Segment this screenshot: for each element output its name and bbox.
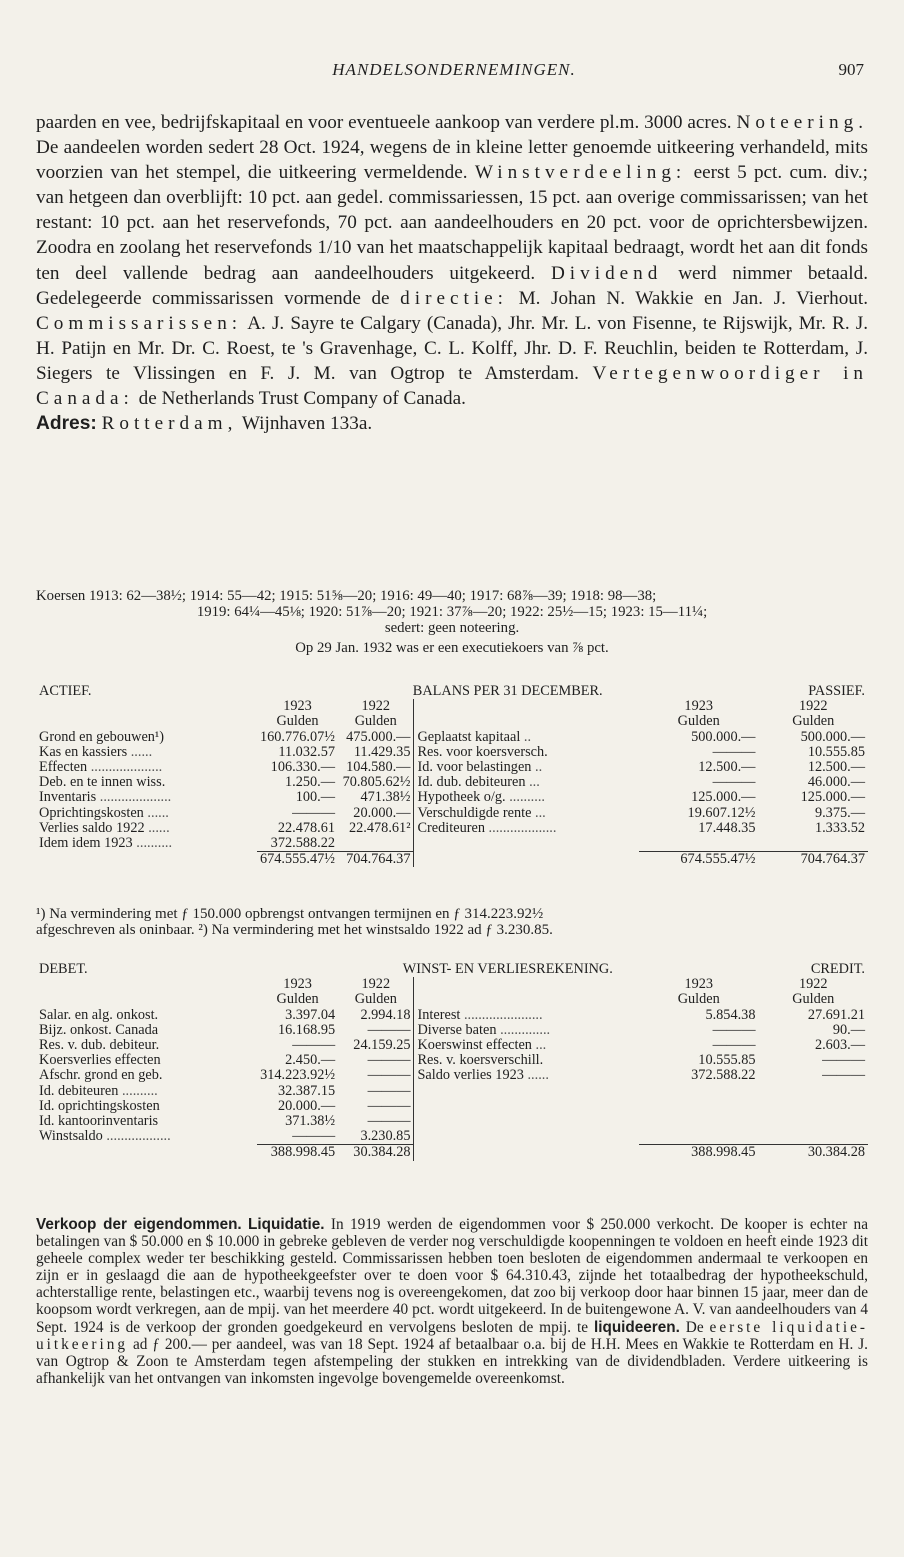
value-1923: [639, 1114, 758, 1129]
label-text: Geplaatst kapitaal: [417, 728, 521, 745]
row-label: [414, 775, 639, 790]
value-1923: 371.38½: [285, 1113, 336, 1130]
value-1922: 104.580.—: [346, 759, 411, 776]
label-text: Id. debiteuren: [39, 1082, 119, 1099]
label-text: Id. dub. debiteuren: [417, 774, 526, 791]
unit-header: Gulden: [276, 713, 319, 730]
unit-header: Gulden: [677, 991, 720, 1008]
year-header: 1922: [361, 976, 391, 993]
heading-dividend: Dividend: [550, 262, 663, 284]
executiekoers-note: Op 29 Jan. 1932 was er een executiekoers van ⅞ pct.: [295, 640, 609, 656]
table-row: [36, 1053, 868, 1068]
value-1922: 125.000.—: [800, 789, 865, 806]
value-1922: 475.000.—: [346, 728, 411, 745]
label-text: Res. v. dub. debiteur.: [39, 1037, 160, 1054]
row-label: [36, 1038, 257, 1053]
value-1922: 90.—: [832, 1021, 865, 1038]
label-text: Id. voor belastingen: [417, 759, 532, 776]
value-1922: 3.230.85: [360, 1128, 411, 1145]
unit-header: Gulden: [354, 713, 397, 730]
value-1922: 24.159.25: [353, 1037, 411, 1054]
value-1923: 3.397.04: [285, 1006, 336, 1023]
value-1923: 12.500.—: [698, 759, 756, 776]
label-text: Res. voor koersversch.: [417, 743, 548, 760]
total-value: 30.384.28: [338, 1145, 414, 1161]
leader-dots: ......................: [463, 1006, 543, 1023]
year-header: 1922: [361, 698, 391, 715]
row-label: [36, 806, 257, 821]
unit-header: Gulden: [792, 713, 835, 730]
koersen-line: 1919: 64¼—45⅛; 1920: 51⅞—20; 1921: 37⅞—20; 1922: 25½—15; 1923: 15—11¼;: [196, 604, 708, 620]
leader-dots: ....................: [90, 759, 163, 776]
table-row: [36, 806, 868, 821]
year-header: 1922: [798, 698, 828, 715]
value-1923: 1.250.—: [284, 774, 336, 791]
value-1923: 314.223.92½: [260, 1067, 336, 1084]
leader-dots: ......: [527, 1067, 549, 1084]
row-label: [414, 760, 639, 775]
row-label: [36, 1008, 257, 1023]
value-1922: [758, 1114, 868, 1129]
row-label: [414, 806, 639, 821]
row-label: [414, 1053, 639, 1068]
value-1922: ———: [367, 1021, 411, 1038]
row-label: [414, 745, 639, 760]
leader-dots: ..................: [106, 1128, 171, 1145]
value-1923: [639, 836, 759, 852]
year-header: 1923: [684, 976, 714, 993]
leader-dots: ......: [147, 804, 169, 821]
text: ad ƒ 200.— per aandeel, was van 18 Sept. 1924 af betaalbaar o.a. bij de H.H. Mees en Wakkie te Rotterdam en H. J. van Ogtrop & Zoon te Amsterdam tegen afstempeling der stukken en intrekking van de dividendbladen. Verdere uitkeering is afhankelijk van het ontvangen van inkomsten ingevolge bovengemelde overeenkomst.: [36, 1335, 868, 1387]
total-value: 674.555.47½: [639, 852, 759, 868]
table-row: [36, 1038, 868, 1053]
winst-title: WINST- EN VERLIESREKENING.: [402, 961, 613, 977]
value-1922: 11.429.35: [353, 743, 411, 760]
value-1922: 20.000.—: [353, 804, 411, 821]
value-1922: [758, 1129, 868, 1145]
value-1922: 27.691.21: [807, 1006, 865, 1023]
text: de Netherlands Trust Company of Canada.: [138, 388, 466, 410]
table-row: [36, 730, 868, 745]
label-text: Afschr. grond en geb.: [39, 1067, 163, 1084]
koersen-line: sedert: geen noteering.: [384, 620, 520, 636]
value-1923: 500.000.—: [691, 728, 756, 745]
year-header: 1923: [283, 976, 312, 993]
heading-noteering: Noteering.: [736, 112, 868, 133]
table-row: [36, 1084, 868, 1099]
row-label: [414, 1114, 639, 1129]
row-label: [36, 821, 257, 836]
value-1923: 372.588.22: [691, 1067, 756, 1084]
table-row: [36, 760, 868, 775]
page-header: [36, 60, 872, 86]
row-label: [36, 1099, 257, 1114]
value-1922: 46.000.—: [807, 774, 865, 791]
value-1923: 160.776.07½: [259, 728, 336, 745]
value-1922: ———: [367, 1067, 411, 1084]
value-1922: 2.603.—: [814, 1037, 865, 1054]
balans-footnotes: [36, 906, 868, 938]
table-row: [36, 1129, 868, 1145]
heading-directie: directie:: [400, 287, 509, 309]
label-text: Kas en kassiers: [39, 743, 128, 760]
heading-verkoop: Verkoop der eigendommen.: [36, 1216, 242, 1233]
value-1922: 10.555.85: [807, 743, 865, 760]
leader-dots: ..........: [136, 835, 173, 852]
leader-dots: ......: [130, 743, 153, 760]
table-row: [36, 790, 868, 805]
row-label: [414, 1068, 639, 1083]
label-text: Winstsaldo: [39, 1128, 103, 1145]
table-row: [36, 821, 868, 836]
address-city: Rotterdam,: [101, 413, 238, 435]
value-1922: 70.805.62½: [342, 774, 411, 791]
value-1923: 16.168.95: [277, 1021, 336, 1038]
total-value: 388.998.45: [257, 1145, 338, 1161]
leader-dots: ..............: [500, 1021, 551, 1038]
label-text: Interest: [417, 1006, 461, 1023]
row-label: [36, 1129, 257, 1145]
leader-dots: ......: [148, 819, 170, 836]
row-label: [414, 790, 639, 805]
value-1922: 2.994.18: [360, 1006, 411, 1023]
label-text: Inventaris: [39, 789, 97, 806]
table-row: [36, 1008, 868, 1023]
row-label: [36, 1114, 257, 1129]
unit-header: Gulden: [792, 991, 835, 1008]
value-1922: ———: [367, 1082, 411, 1099]
value-1923: 19.607.12½: [687, 804, 756, 821]
label-text: Hypotheek o/g.: [417, 789, 506, 806]
leader-dots: ..........: [509, 789, 545, 806]
row-label: [414, 1084, 639, 1099]
label-text: Effecten: [39, 759, 88, 776]
balans-title: BALANS PER 31 DECEMBER.: [412, 683, 603, 699]
value-1922: ———: [822, 1052, 865, 1069]
leader-dots: ...: [535, 804, 546, 821]
liquidatie-paragraph: [36, 1216, 868, 1387]
label-text: Verlies saldo 1922: [39, 819, 145, 836]
row-label: [36, 730, 257, 745]
value-1923: ———: [292, 1037, 336, 1054]
text: M. Johan N. Wakkie en Jan. J. Vierhout.: [518, 287, 869, 309]
value-1922: 500.000.—: [800, 728, 865, 745]
row-label: [36, 760, 257, 775]
leader-dots: ...................: [488, 819, 557, 836]
unit-header: Gulden: [354, 991, 397, 1008]
leader-dots: ..: [535, 759, 543, 776]
row-label: [414, 1038, 639, 1053]
leader-dots: ...: [529, 774, 540, 791]
text: eerst 5 pct. cum. div.; van hetgeen dan overblijft: 10 pct. aan gedel. commissariessen, 15 pct. aan overige commissarissen; van het restant: 10 pct. aan het reservefonds, 70 pct. aan aandeelhouders en 20 pct. voor de oprichtersbewijzen. Zoodra en zoolang het reservefonds 1/10 van het maatschappelijk kapitaal bedraagt, wordt het aan dit fonds ten deel vallende bedrag aan aandeelhouders uitgekeerd.: [36, 162, 868, 284]
label-text: Koersverlies effecten: [39, 1052, 161, 1069]
value-1922: [758, 1084, 868, 1099]
text: De: [685, 1318, 704, 1336]
year-header: 1922: [798, 976, 828, 993]
unit-header: Gulden: [276, 991, 319, 1008]
leader-dots: ..: [523, 728, 532, 745]
value-1923: ———: [712, 1021, 756, 1038]
table-row: [36, 836, 868, 852]
value-1923: ———: [292, 1128, 336, 1145]
row-label: [36, 1053, 257, 1068]
total-value: 388.998.45: [639, 1145, 758, 1161]
value-1923: [639, 1099, 758, 1114]
table-row: [36, 1099, 868, 1114]
total-value: 30.384.28: [758, 1145, 868, 1161]
row-label: [36, 775, 257, 790]
value-1922: [338, 836, 414, 852]
label-text: Bijz. onkost. Canada: [39, 1021, 159, 1038]
value-1922: ———: [367, 1097, 411, 1114]
value-1923: ———: [712, 774, 756, 791]
koersen-line: Koersen 1913: 62—38½; 1914: 55—42; 1915: 51⅝—20; 1916: 49—40; 1917: 68⅞—39; 1918: 98—38;: [36, 588, 657, 604]
value-1922: ———: [367, 1113, 411, 1130]
value-1922: 9.375.—: [814, 804, 865, 821]
value-1923: 11.032.57: [278, 743, 336, 760]
value-1923: 22.478.61: [277, 819, 336, 836]
row-label: [414, 836, 639, 852]
label-text: Saldo verlies 1923: [417, 1067, 524, 1084]
label-text: Oprichtingskosten: [39, 804, 144, 821]
actief-heading: ACTIEF.: [39, 683, 92, 699]
label-text: Verschuldigde rente: [417, 804, 532, 821]
total-value: 674.555.47½: [257, 852, 338, 868]
winst-verlies-table: [36, 962, 868, 1161]
label-text: Grond en gebouwen¹): [39, 728, 164, 745]
page-number: 907: [838, 60, 864, 79]
value-1922: 22.478.61²: [349, 819, 411, 836]
value-1923: ———: [712, 1037, 756, 1054]
value-1922: [758, 836, 868, 852]
address-street: Wijnhaven 133a.: [241, 413, 373, 435]
leader-dots: ...: [535, 1037, 547, 1054]
debet-heading: DEBET.: [39, 961, 88, 977]
value-1923: 125.000.—: [691, 789, 756, 806]
table-row: [36, 1114, 868, 1129]
text: werd nimmer betaald. Gedelegeerde commissarissen vormende de: [36, 262, 869, 309]
text: A. J. Sayre te Calgary (Canada), Jhr. Mr. L. von Fisenne, te Rijswijk, Mr. R. J. H. Patijn en Mr. Dr. C. Roest, te 's Gravenhage, C. L. Kolff, Jhr. D. F. Reuchlin, beiden te Rotterdam, J. Siegers te Vlissingen en F. J. M. van Ogtrop te Amsterdam.: [36, 312, 868, 384]
table-row: [36, 1068, 868, 1083]
row-label: [36, 1084, 257, 1099]
value-1922: 12.500.—: [807, 759, 865, 776]
heading-winstverdeeling: Winstverdeeling:: [474, 162, 687, 184]
heading-eerste-uitkeering: eerste liquidatie-uitkeering: [36, 1318, 869, 1353]
label-text: Crediteuren: [417, 819, 485, 836]
leader-dots: ..........: [121, 1082, 158, 1099]
row-label: [414, 1008, 639, 1023]
row-label: [36, 836, 257, 852]
value-1923: ———: [712, 743, 756, 760]
value-1923: [639, 1084, 758, 1099]
label-text: Salar. en alg. onkost.: [39, 1006, 159, 1023]
value-1922: ———: [367, 1052, 411, 1069]
value-1923: 5.854.38: [705, 1006, 756, 1023]
row-label: [36, 1068, 257, 1083]
table-row: [36, 745, 868, 760]
row-label: [414, 1023, 639, 1038]
value-1923: 372.588.22: [270, 835, 336, 852]
year-header: 1923: [283, 698, 312, 715]
passief-heading: PASSIEF.: [808, 683, 865, 699]
text: In 1919 werden de eigendommen voor $ 250.000 verkocht. De kooper is echter na betalingen van $ 50.000 en $ 10.000 in gebreke gebleven de verder nog verschuldigde koopenningen te voldoen en heeft einde 1923 dit geheele complex weder ter beschikking gesteld. Commissarissen hebben toen besloten de eigendommen andermaal te verkoopen en zijn er in geslaagd die aan de hypotheekgeefster over te doen voor $ 64.310.43, zijnde het totaalbedrag der hypotheekschuld, achterstallige rente, belastingen etc., waarbij tevens nog is overeengekomen, dat zoo bij verkoop door haar binnen 15 jaar, meer dan de koopsom wordt verkregen, aan de mpij. van het meerdere 40 pct. wordt uitgekeerd. In de buitengewone A. V. van aandeelhouders van 4 Sept. 1924 is de verkoop der gronden goedgekeurd en vervolgens besloten de mpij. te: [36, 1216, 868, 1336]
total-value: 704.764.37: [758, 852, 868, 868]
text: paarden en vee, bedrijfskapitaal en voor eventueele aankoop van verdere pl.m. 3000 acres.: [36, 112, 732, 133]
value-1923: 10.555.85: [698, 1052, 756, 1069]
table-row: [36, 1023, 868, 1038]
row-label: [36, 745, 257, 760]
value-1923: 20.000.—: [277, 1097, 336, 1114]
label-text: Diverse baten: [417, 1021, 497, 1038]
value-1923: 106.330.—: [270, 759, 336, 776]
label-text: Koerswinst effecten: [417, 1037, 532, 1054]
heading-vertegenwoordiger: Vertegenwoordiger in Canada:: [36, 362, 869, 410]
address-label: Adres:: [36, 413, 97, 435]
row-label: [414, 1099, 639, 1114]
heading-liquideeren: liquideeren.: [593, 1318, 680, 1336]
footnote: ¹) Na vermindering met ƒ 150.000 opbrengst ontvangen termijnen en ƒ 314.223.92½: [36, 906, 544, 922]
value-1922: ———: [822, 1067, 865, 1084]
leader-dots: ....................: [99, 789, 172, 806]
value-1922: [758, 1099, 868, 1114]
heading-commissarissen: Commissarissen:: [36, 312, 243, 334]
company-description: [36, 110, 868, 436]
heading-liquidatie: Liquidatie.: [248, 1216, 325, 1233]
value-1923: 32.387.15: [277, 1082, 336, 1099]
value-1923: 17.448.35: [698, 819, 756, 836]
row-label: [414, 1129, 639, 1145]
koersen-block: [36, 588, 868, 656]
total-value: 704.764.37: [338, 852, 414, 868]
value-1923: [639, 1129, 758, 1145]
value-1922: 1.333.52: [814, 819, 865, 836]
balans-table: [36, 684, 868, 867]
footnote: afgeschreven als oninbaar. ²) Na vermindering met het winstsaldo 1922 ad ƒ 3.230.85.: [36, 922, 553, 938]
row-label: [36, 790, 257, 805]
year-header: 1923: [684, 698, 714, 715]
credit-heading: CREDIT.: [810, 961, 865, 977]
label-text: Deb. en te innen wiss.: [39, 774, 166, 791]
value-1923: ———: [292, 804, 336, 821]
text: De aandeelen worden sedert 28 Oct. 1924, wegens de in kleine letter genoemde uitkeering verhandeld, mits voorzien van het stempel, die uitkeering vermeldende.: [36, 137, 868, 184]
unit-header: Gulden: [677, 713, 720, 730]
label-text: Id. oprichtingskosten: [39, 1097, 160, 1114]
value-1923: 2.450.—: [285, 1052, 336, 1069]
label-text: Id. kantoorinventaris: [39, 1113, 159, 1130]
value-1922: 471.38½: [360, 789, 411, 806]
table-row: [36, 775, 868, 790]
row-label: [414, 821, 639, 836]
label-text: Res. v. koersverschill.: [417, 1052, 544, 1069]
row-label: [414, 730, 639, 745]
running-title: HANDELSONDERNEMINGEN.: [332, 60, 576, 79]
row-label: [36, 1023, 257, 1038]
value-1923: 100.—: [295, 789, 336, 806]
label-text: Idem idem 1923: [39, 835, 133, 852]
